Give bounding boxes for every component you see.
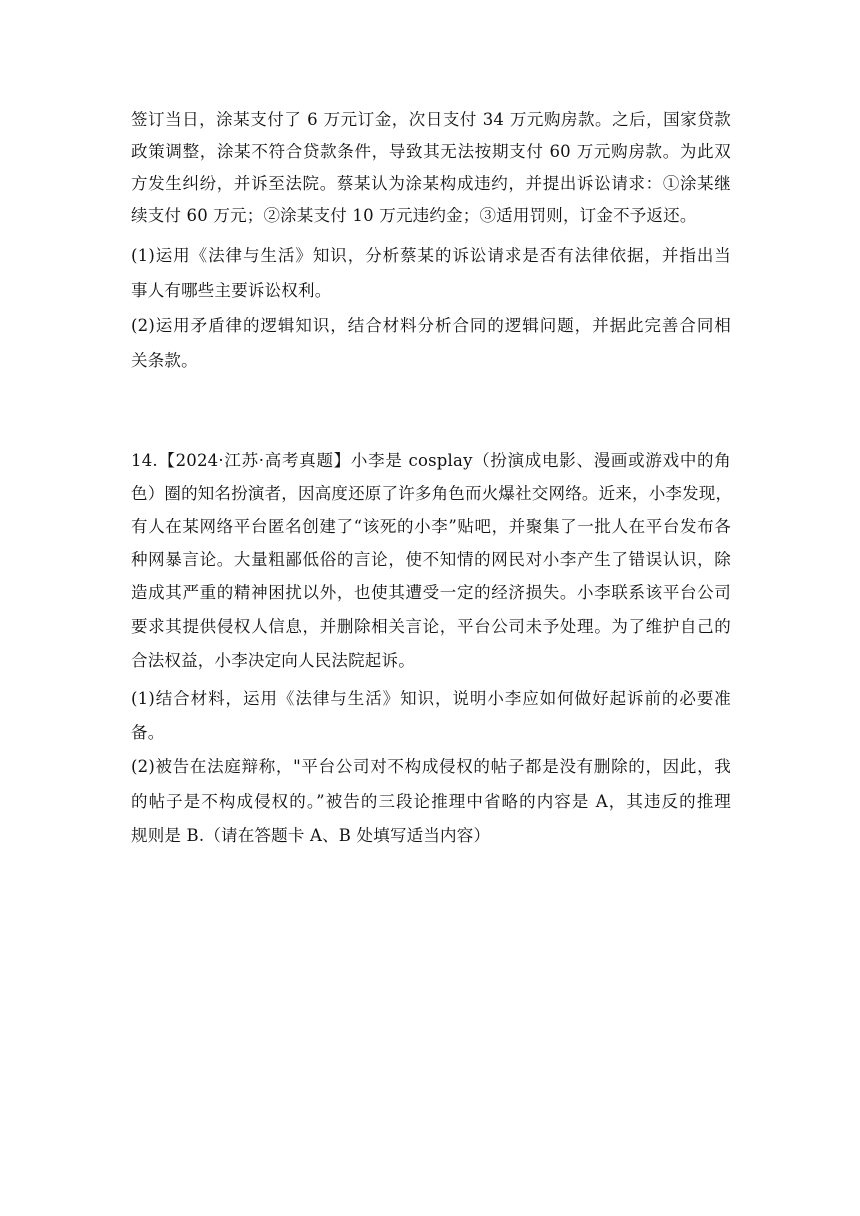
text-line: 要求其提供侵权人信息，并删除相关言论，平台公司未予处理。为了维护自己的 [131,617,731,636]
text-line: 备。 [131,723,165,742]
text-line: 政策调整，涂某不符合贷款条件，导致其无法按期支付 60 万元购房款。为此双 [131,142,731,161]
text-line: 造成其严重的精神困扰以外，也使其遭受一定的经济损失。小李联系该平台公司 [131,583,731,602]
sub-question-2: (2)被告在法庭辩称，"平台公司对不构成侵权的帖子都是没有删除的，因此，我 [131,757,731,776]
text-line: 方发生纠纷，并诉至法院。蔡某认为涂某构成违约，并提出诉讼请求：①涂某继 [131,174,731,193]
text-line: 有人在某网络平台匿名创建了“该死的小李”贴吧，并聚集了一批人在平台发布各 [131,517,731,536]
text-line: 续支付 60 万元；②涂某支付 10 万元违约金；③适用罚则，订金不予返还。 [131,206,697,225]
question-14-heading: 14.【2024·江苏·高考真题】小李是 cosplay（扮演成电影、漫画或游戏中的角 [131,451,731,470]
sub-question-2: (2)运用矛盾律的逻辑知识，结合材料分析合同的逻辑问题，并据此完善合同相 [131,316,731,335]
text-line: 事人有哪些主要诉讼权利。 [131,281,332,300]
text-line: 签订当日，涂某支付了 6 万元订金，次日支付 34 万元购房款。之后，国家贷款 [131,110,731,129]
text-line: 关条款。 [131,351,198,370]
text-line: 规则是 B.（请在答题卡 A、B 处填写适当内容） [131,826,491,845]
sub-question-1: (1)运用《法律与生活》知识，分析蔡某的诉讼请求是否有法律依据，并指出当 [131,246,731,265]
sub-question-1: (1)结合材料，运用《法律与生活》知识，说明小李应如何做好起诉前的必要准 [131,689,731,708]
text-line: 合法权益，小李决定向人民法院起诉。 [131,651,415,670]
text-line: 色）圈的知名扮演者，因高度还原了许多角色而火爆社交网络。近来，小李发现， [131,484,733,503]
text-line: 的帖子是不构成侵权的。”被告的三段论推理中省略的内容是 A，其违反的推理 [131,792,731,811]
text-line: 种网暴言论。大量粗鄙低俗的言论，使不知情的网民对小李产生了错误认识，除 [131,550,731,569]
